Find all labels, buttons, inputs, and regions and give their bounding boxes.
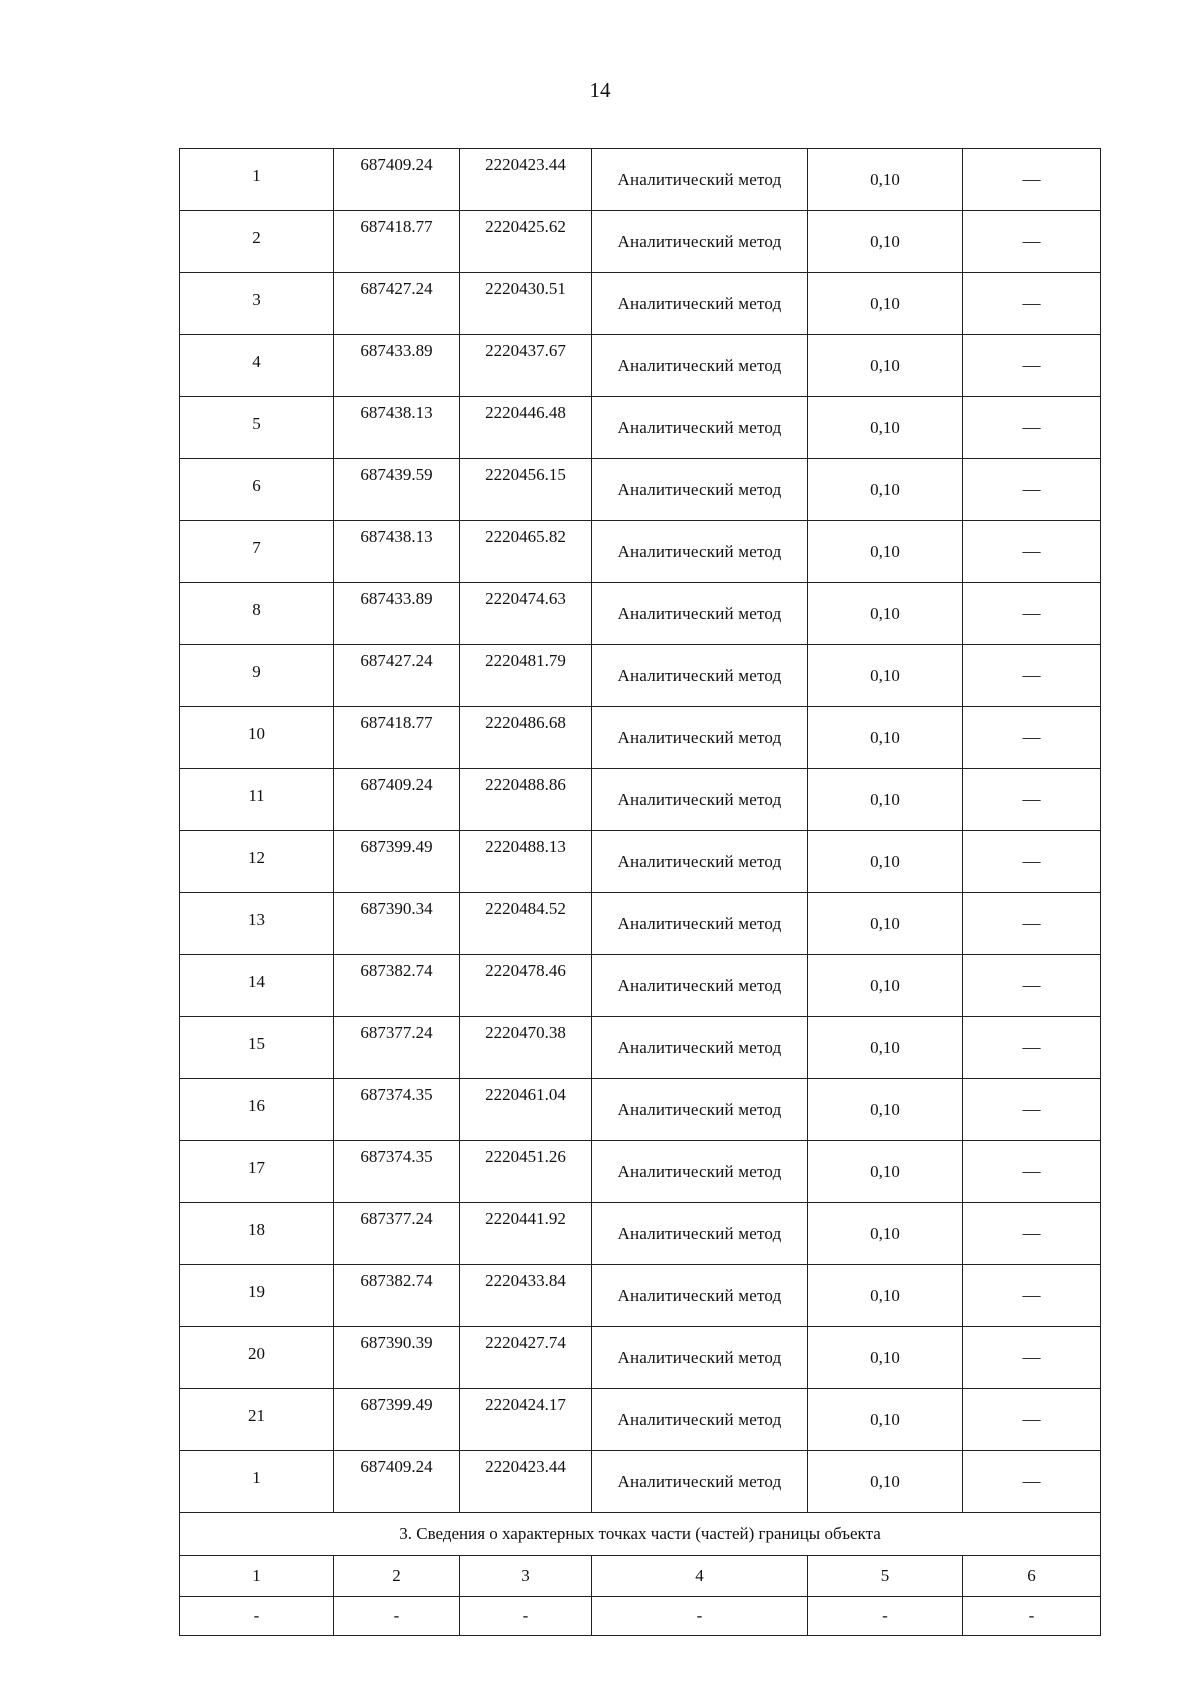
x-coordinate-cell: 687409.24 — [334, 149, 460, 211]
empty-value-cell: - — [963, 1597, 1101, 1636]
note-cell: — — [963, 1141, 1101, 1203]
table-row — [180, 955, 1101, 1017]
column-number-cell: 3 — [460, 1556, 592, 1597]
table-row — [180, 1203, 1101, 1265]
y-coordinate-cell: 2220486.68 — [460, 707, 592, 769]
x-coordinate-cell: 687399.49 — [334, 1389, 460, 1451]
table-row — [180, 707, 1101, 769]
point-number-cell: 11 — [180, 769, 334, 831]
note-cell: — — [963, 1017, 1101, 1079]
method-cell: Аналитический метод — [592, 1265, 808, 1327]
accuracy-cell: 0,10 — [808, 1079, 963, 1141]
note-cell: — — [963, 273, 1101, 335]
note-cell: — — [963, 149, 1101, 211]
table-row — [180, 1327, 1101, 1389]
section3-body — [180, 1513, 1101, 1636]
method-cell: Аналитический метод — [592, 707, 808, 769]
accuracy-cell: 0,10 — [808, 1327, 963, 1389]
note-cell: — — [963, 583, 1101, 645]
x-coordinate-cell: 687374.35 — [334, 1079, 460, 1141]
note-cell: — — [963, 893, 1101, 955]
note-cell: — — [963, 645, 1101, 707]
boundary-points-table — [179, 148, 1101, 1636]
accuracy-cell: 0,10 — [808, 521, 963, 583]
method-cell: Аналитический метод — [592, 1141, 808, 1203]
table-row — [180, 211, 1101, 273]
section3-column-numbers-row — [180, 1556, 1101, 1597]
x-coordinate-cell: 687377.24 — [334, 1203, 460, 1265]
table-row — [180, 1389, 1101, 1451]
method-cell: Аналитический метод — [592, 521, 808, 583]
y-coordinate-cell: 2220425.62 — [460, 211, 592, 273]
method-cell: Аналитический метод — [592, 1389, 808, 1451]
note-cell: — — [963, 521, 1101, 583]
x-coordinate-cell: 687374.35 — [334, 1141, 460, 1203]
y-coordinate-cell: 2220465.82 — [460, 521, 592, 583]
x-coordinate-cell: 687390.34 — [334, 893, 460, 955]
method-cell: Аналитический метод — [592, 459, 808, 521]
accuracy-cell: 0,10 — [808, 893, 963, 955]
table-row — [180, 521, 1101, 583]
x-coordinate-cell: 687409.24 — [334, 1451, 460, 1513]
accuracy-cell: 0,10 — [808, 707, 963, 769]
x-coordinate-cell: 687382.74 — [334, 955, 460, 1017]
method-cell: Аналитический метод — [592, 1203, 808, 1265]
x-coordinate-cell: 687399.49 — [334, 831, 460, 893]
note-cell: — — [963, 769, 1101, 831]
x-coordinate-cell: 687382.74 — [334, 1265, 460, 1327]
section3-title: 3. Сведения о характерных точках части (частей) границы объекта — [180, 1513, 1101, 1556]
method-cell: Аналитический метод — [592, 149, 808, 211]
point-number-cell: 9 — [180, 645, 334, 707]
method-cell: Аналитический метод — [592, 1079, 808, 1141]
y-coordinate-cell: 2220478.46 — [460, 955, 592, 1017]
note-cell: — — [963, 1451, 1101, 1513]
empty-value-cell: - — [808, 1597, 963, 1636]
note-cell: — — [963, 955, 1101, 1017]
note-cell: — — [963, 459, 1101, 521]
x-coordinate-cell: 687427.24 — [334, 273, 460, 335]
x-coordinate-cell: 687377.24 — [334, 1017, 460, 1079]
y-coordinate-cell: 2220484.52 — [460, 893, 592, 955]
note-cell: — — [963, 1327, 1101, 1389]
y-coordinate-cell: 2220423.44 — [460, 1451, 592, 1513]
accuracy-cell: 0,10 — [808, 1141, 963, 1203]
accuracy-cell: 0,10 — [808, 335, 963, 397]
accuracy-cell: 0,10 — [808, 149, 963, 211]
table-row — [180, 1141, 1101, 1203]
x-coordinate-cell: 687390.39 — [334, 1327, 460, 1389]
point-number-cell: 10 — [180, 707, 334, 769]
note-cell: — — [963, 335, 1101, 397]
point-number-cell: 17 — [180, 1141, 334, 1203]
point-number-cell: 15 — [180, 1017, 334, 1079]
method-cell: Аналитический метод — [592, 583, 808, 645]
x-coordinate-cell: 687433.89 — [334, 335, 460, 397]
table-row — [180, 893, 1101, 955]
y-coordinate-cell: 2220470.38 — [460, 1017, 592, 1079]
empty-value-cell: - — [460, 1597, 592, 1636]
table-row — [180, 397, 1101, 459]
x-coordinate-cell: 687418.77 — [334, 707, 460, 769]
y-coordinate-cell: 2220488.13 — [460, 831, 592, 893]
section3-title-row — [180, 1513, 1101, 1556]
method-cell: Аналитический метод — [592, 273, 808, 335]
method-cell: Аналитический метод — [592, 1451, 808, 1513]
section3-empty-row — [180, 1597, 1101, 1636]
accuracy-cell: 0,10 — [808, 273, 963, 335]
y-coordinate-cell: 2220461.04 — [460, 1079, 592, 1141]
note-cell: — — [963, 1203, 1101, 1265]
method-cell: Аналитический метод — [592, 1017, 808, 1079]
method-cell: Аналитический метод — [592, 955, 808, 1017]
empty-value-cell: - — [180, 1597, 334, 1636]
point-number-cell: 21 — [180, 1389, 334, 1451]
point-number-cell: 8 — [180, 583, 334, 645]
y-coordinate-cell: 2220481.79 — [460, 645, 592, 707]
method-cell: Аналитический метод — [592, 769, 808, 831]
y-coordinate-cell: 2220474.63 — [460, 583, 592, 645]
y-coordinate-cell: 2220441.92 — [460, 1203, 592, 1265]
table-row — [180, 1265, 1101, 1327]
accuracy-cell: 0,10 — [808, 955, 963, 1017]
table-row — [180, 1451, 1101, 1513]
column-number-cell: 5 — [808, 1556, 963, 1597]
empty-value-cell: - — [592, 1597, 808, 1636]
point-number-cell: 6 — [180, 459, 334, 521]
method-cell: Аналитический метод — [592, 831, 808, 893]
accuracy-cell: 0,10 — [808, 459, 963, 521]
x-coordinate-cell: 687433.89 — [334, 583, 460, 645]
points-table-body — [180, 149, 1101, 1513]
table-row — [180, 769, 1101, 831]
table-row — [180, 335, 1101, 397]
table-row — [180, 273, 1101, 335]
y-coordinate-cell: 2220430.51 — [460, 273, 592, 335]
column-number-cell: 6 — [963, 1556, 1101, 1597]
x-coordinate-cell: 687418.77 — [334, 211, 460, 273]
y-coordinate-cell: 2220451.26 — [460, 1141, 592, 1203]
accuracy-cell: 0,10 — [808, 397, 963, 459]
y-coordinate-cell: 2220424.17 — [460, 1389, 592, 1451]
point-number-cell: 3 — [180, 273, 334, 335]
method-cell: Аналитический метод — [592, 397, 808, 459]
x-coordinate-cell: 687438.13 — [334, 397, 460, 459]
point-number-cell: 2 — [180, 211, 334, 273]
x-coordinate-cell: 687438.13 — [334, 521, 460, 583]
x-coordinate-cell: 687427.24 — [334, 645, 460, 707]
note-cell: — — [963, 1389, 1101, 1451]
table-row — [180, 1017, 1101, 1079]
point-number-cell: 1 — [180, 1451, 334, 1513]
point-number-cell: 1 — [180, 149, 334, 211]
table-row — [180, 459, 1101, 521]
note-cell: — — [963, 1079, 1101, 1141]
note-cell: — — [963, 397, 1101, 459]
table-row — [180, 831, 1101, 893]
note-cell: — — [963, 211, 1101, 273]
column-number-cell: 1 — [180, 1556, 334, 1597]
table-row — [180, 583, 1101, 645]
point-number-cell: 12 — [180, 831, 334, 893]
y-coordinate-cell: 2220446.48 — [460, 397, 592, 459]
method-cell: Аналитический метод — [592, 335, 808, 397]
point-number-cell: 13 — [180, 893, 334, 955]
page-number: 14 — [589, 78, 611, 102]
column-number-cell: 4 — [592, 1556, 808, 1597]
x-coordinate-cell: 687409.24 — [334, 769, 460, 831]
accuracy-cell: 0,10 — [808, 211, 963, 273]
accuracy-cell: 0,10 — [808, 1017, 963, 1079]
accuracy-cell: 0,10 — [808, 831, 963, 893]
accuracy-cell: 0,10 — [808, 583, 963, 645]
method-cell: Аналитический метод — [592, 1327, 808, 1389]
accuracy-cell: 0,10 — [808, 1389, 963, 1451]
accuracy-cell: 0,10 — [808, 1203, 963, 1265]
table-row — [180, 149, 1101, 211]
y-coordinate-cell: 2220427.74 — [460, 1327, 592, 1389]
accuracy-cell: 0,10 — [808, 769, 963, 831]
point-number-cell: 5 — [180, 397, 334, 459]
note-cell: — — [963, 831, 1101, 893]
method-cell: Аналитический метод — [592, 893, 808, 955]
method-cell: Аналитический метод — [592, 645, 808, 707]
accuracy-cell: 0,10 — [808, 645, 963, 707]
point-number-cell: 7 — [180, 521, 334, 583]
column-number-cell: 2 — [334, 1556, 460, 1597]
note-cell: — — [963, 707, 1101, 769]
point-number-cell: 19 — [180, 1265, 334, 1327]
accuracy-cell: 0,10 — [808, 1265, 963, 1327]
x-coordinate-cell: 687439.59 — [334, 459, 460, 521]
y-coordinate-cell: 2220456.15 — [460, 459, 592, 521]
table-row — [180, 1079, 1101, 1141]
y-coordinate-cell: 2220433.84 — [460, 1265, 592, 1327]
y-coordinate-cell: 2220423.44 — [460, 149, 592, 211]
point-number-cell: 4 — [180, 335, 334, 397]
note-cell: — — [963, 1265, 1101, 1327]
accuracy-cell: 0,10 — [808, 1451, 963, 1513]
table-row — [180, 645, 1101, 707]
point-number-cell: 20 — [180, 1327, 334, 1389]
empty-value-cell: - — [334, 1597, 460, 1636]
point-number-cell: 18 — [180, 1203, 334, 1265]
point-number-cell: 14 — [180, 955, 334, 1017]
point-number-cell: 16 — [180, 1079, 334, 1141]
method-cell: Аналитический метод — [592, 211, 808, 273]
y-coordinate-cell: 2220437.67 — [460, 335, 592, 397]
y-coordinate-cell: 2220488.86 — [460, 769, 592, 831]
